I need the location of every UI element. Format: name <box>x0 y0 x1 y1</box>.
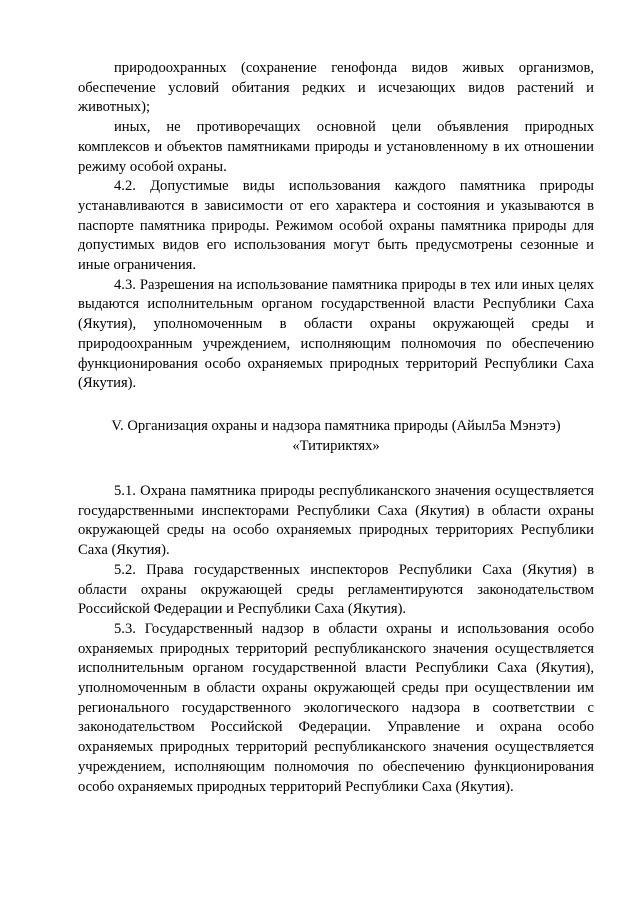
paragraph-5-1: 5.1. Охрана памятника природы республиканского значения осуществляется государственными инспекторами Республики Саха (Якутия) в области охраны окружающей среды на особо охраняемых природных территориях Республики Саха (Якутия). <box>78 483 594 559</box>
paragraph-conservation-use: природоохранных (сохранение генофонда видов живых организмов, обеспечение условий обитания редких и исчезающих видов растений и животных); <box>78 60 594 116</box>
paragraph-4-2: 4.2. Допустимые виды использования каждого памятника природы устанавливаются в зависимости от его характера и состояния и указываются в паспорте памятника природы. Режимом особой охраны памятника природы для допустимых видов его использования могут быть предусмотрены сезонные и иные ограничения. <box>78 178 594 274</box>
paragraph-5-3: 5.3. Государственный надзор в области охраны и использования особо охраняемых природных территорий республиканского значения осуществляется исполнительным органом государственной власти Республики Саха (Якутия), уполномоченным в области охраны окружающей среды при осуществлении им регионального государственного экологического надзора в соответствии с законодательством Российской Федерации. Управление и охрана особо охраняемых природных территорий республиканского значения осуществляется учреждением, исполняющим полномочия по обеспечению функционирования особо охраняемых природных территорий Республики Саха (Якутия). <box>78 620 594 795</box>
section-5-heading-line-2: «Титириктях» <box>292 437 380 454</box>
section-4-continuation <box>78 59 594 394</box>
section-5-body <box>78 482 594 797</box>
section-5-heading-line-1: V. Организация охраны и надзора памятника природы (Айыл5а Мэнэтэ) <box>111 418 561 434</box>
paragraph-4-3: 4.3. Разрешения на использование памятника природы в тех или иных целях выдаются исполнительным органом государственной власти Республики Саха (Якутия), уполномоченным в области охраны окружающей среды и природоохранным учреждением, исполняющим полномочия по обеспечению функционирования особо охраняемых природных территорий Республики Саха (Якутия). <box>78 276 594 392</box>
paragraph-5-2: 5.2. Права государственных инспекторов Республики Саха (Якутия) в области охраны окружающей среды регламентируются законодательством Российской Федерации и Республики Саха (Якутия). <box>78 561 594 618</box>
paragraph-other-uses: иных, не противоречащих основной цели объявления природных комплексов и объектов памятниками природы и установленному в их отношении режиму особой охраны. <box>78 119 594 175</box>
section-5-heading <box>78 417 594 456</box>
